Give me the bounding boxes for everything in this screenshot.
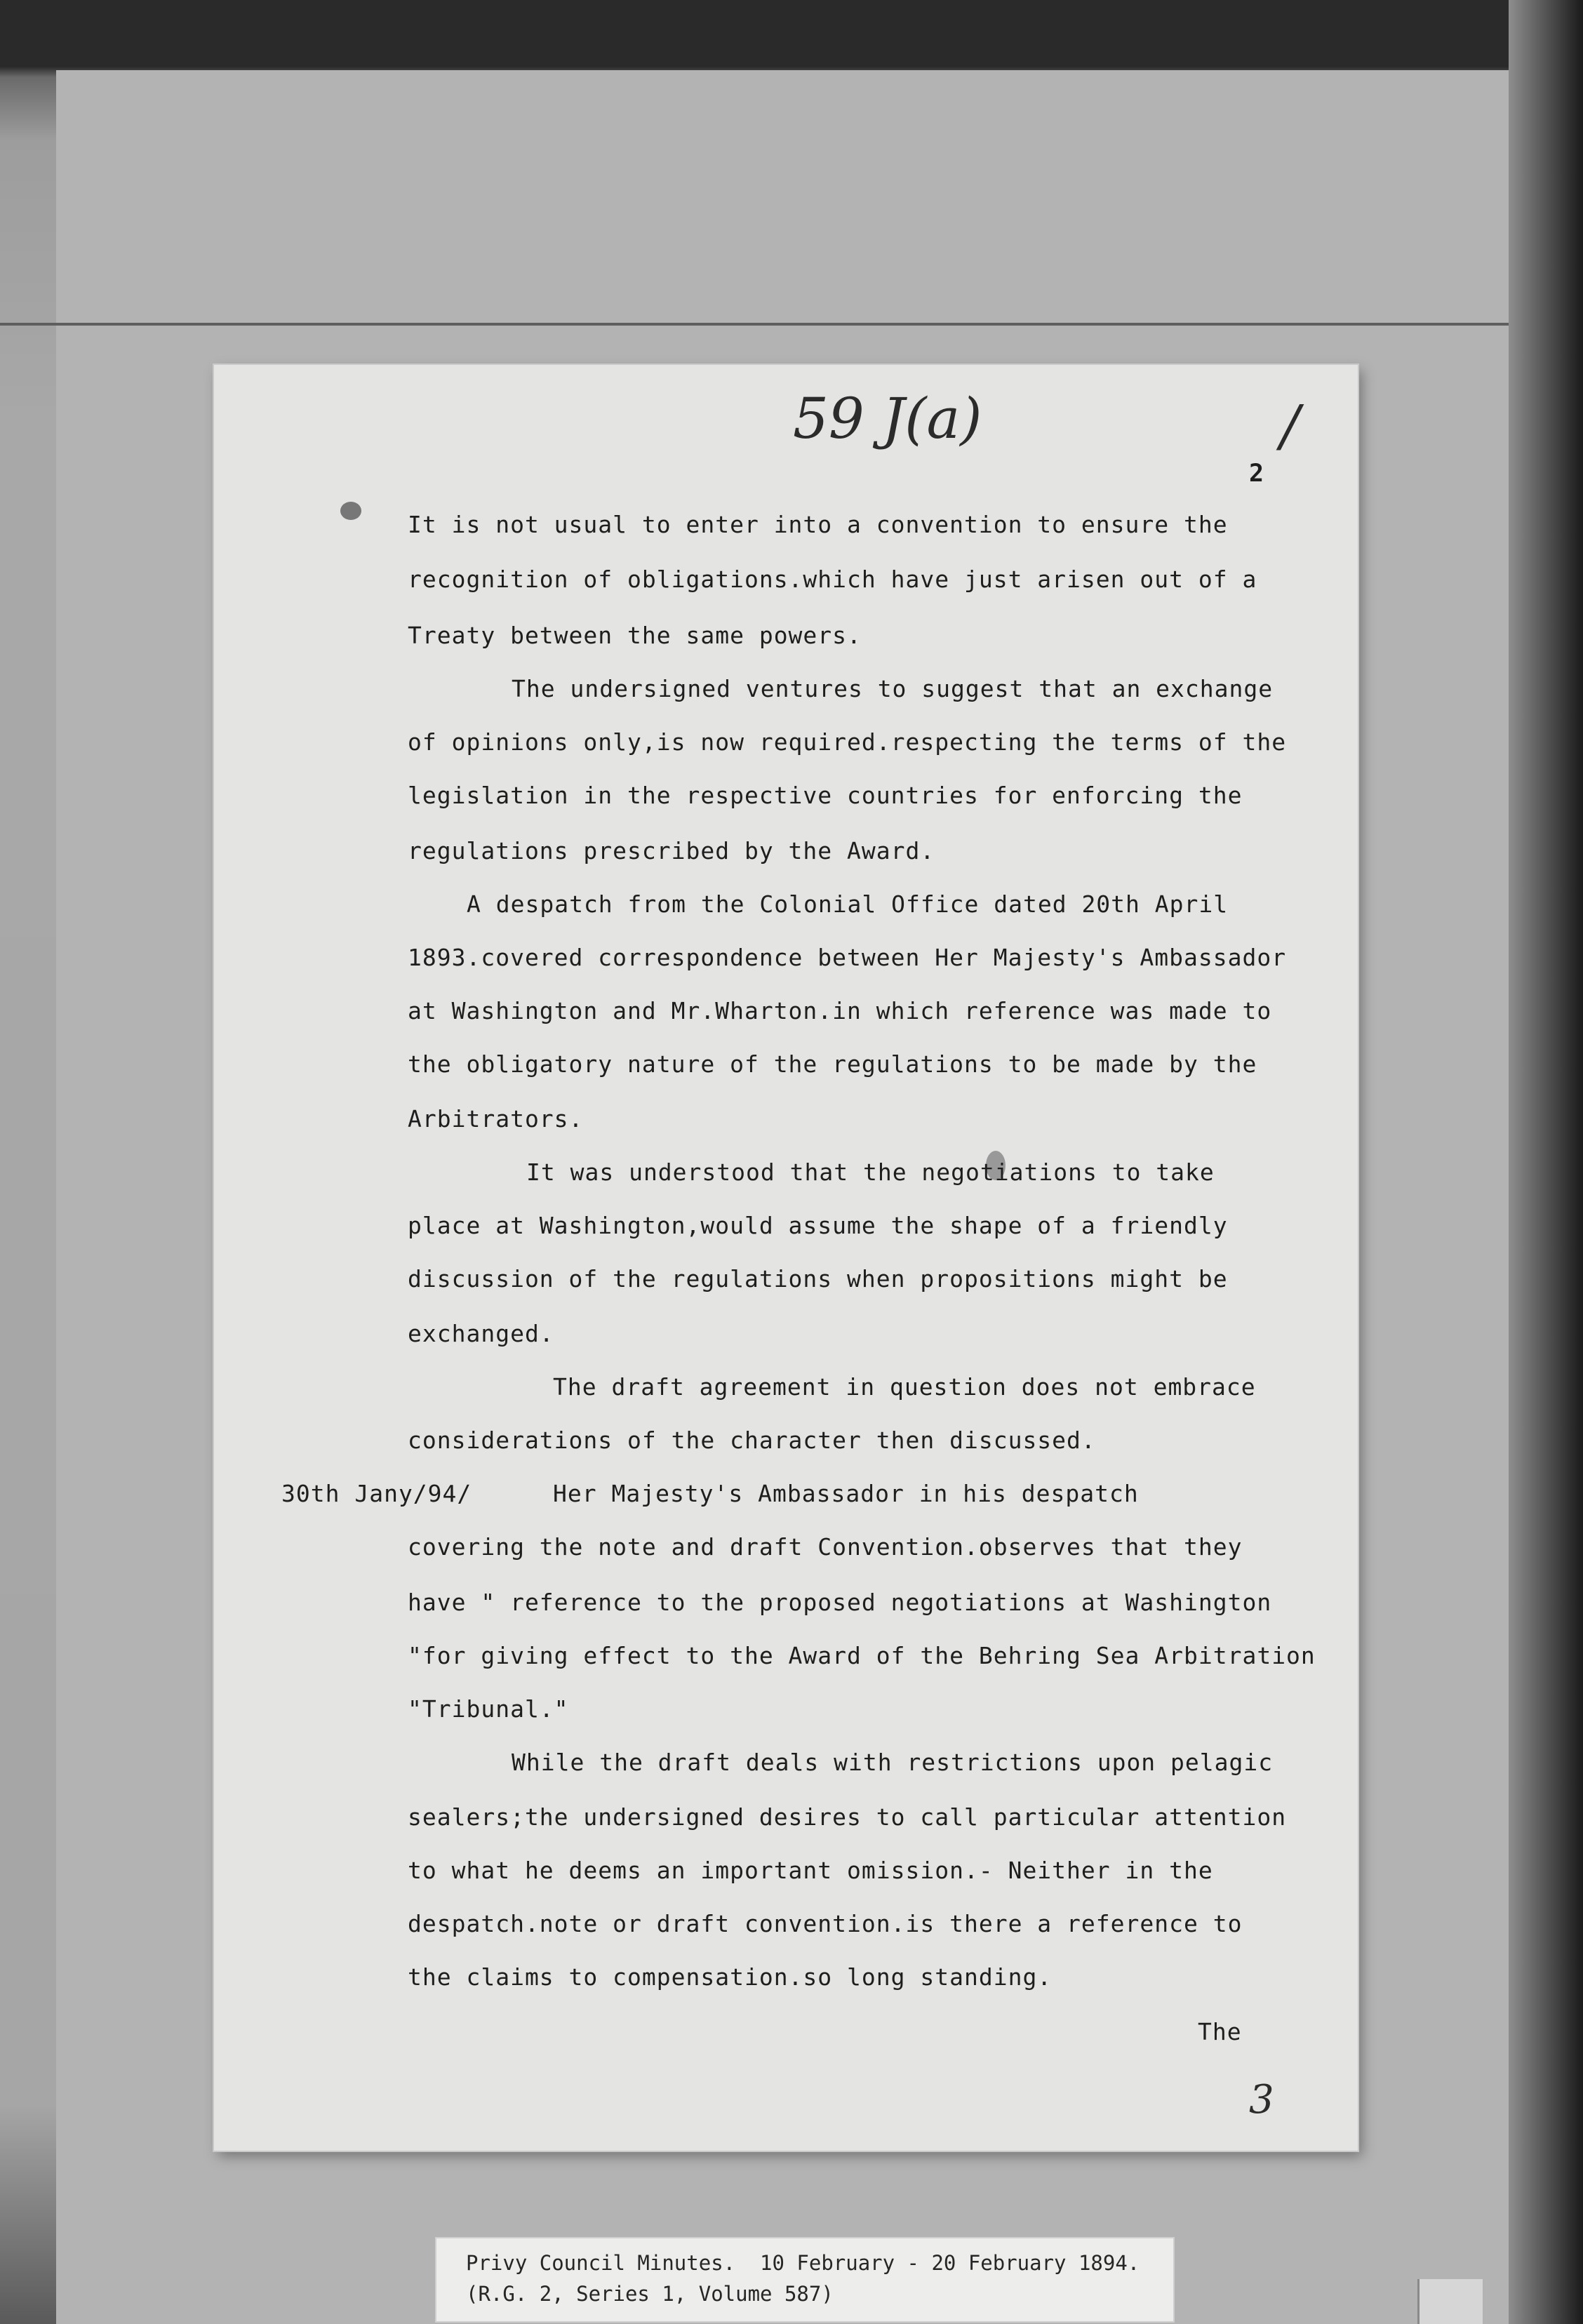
text-line: of opinions only,is now required.respecting the terms of the [408,728,1287,756]
caption-line-2: (R.G. 2, Series 1, Volume 587) [466,2282,834,2306]
text-line: place at Washington,would assume the shape of a friendly [408,1212,1228,1239]
film-scanline [0,323,1583,326]
film-edge [1509,0,1583,2324]
text-line: 1893.covered correspondence between Her Majesty's Ambassador [408,944,1287,971]
text-line: regulations prescribed by the Award. [408,837,935,864]
archive-caption [435,2237,1175,2323]
text-line: legislation in the respective countries for enforcing the [408,782,1243,809]
caption-line-1: Privy Council Minutes. 10 February - 20 February 1894. [466,2251,1140,2275]
text-line: "Tribunal." [408,1695,569,1723]
text-line: at Washington and Mr.Wharton.in which reference was made to [408,997,1272,1024]
text-line: The undersigned ventures to suggest that an exchange [512,675,1274,702]
text-line: It was understood that the negotiations to take [526,1158,1215,1186]
text-line: the claims to compensation.so long standing. [408,1963,1053,1991]
text-line: "for giving effect to the Award of the Behring Sea Arbitration [408,1642,1316,1669]
film-clip [1417,2279,1483,2324]
text-line: despatch.note or draft convention.is there a reference to [408,1910,1243,1937]
text-line: sealers;the undersigned desires to call particular attention [408,1803,1287,1831]
text-line: It is not usual to enter into a convention to ensure the [408,511,1228,538]
text-line: A despatch from the Colonial Office dated 20th April [467,890,1229,918]
page-number: 2 [1249,460,1265,488]
text-line: The [1198,2018,1242,2045]
ink-blot [340,502,361,520]
corner-mark: / [1281,393,1300,458]
text-line: The draft agreement in question does not embrace [553,1373,1256,1401]
text-line: to what he deems an important omission.- Neither in the [408,1857,1213,1884]
text-line: 30th Jany/94/ [281,1480,472,1507]
text-line: recognition of obligations.which have just arisen out of a [408,566,1257,593]
text-line: Her Majesty's Ambassador in his despatch [553,1480,1139,1507]
text-line: While the draft deals with restrictions upon pelagic [512,1749,1274,1776]
folio-mark: 59 J(a) [793,386,982,451]
text-line: covering the note and draft Convention.observes that they [408,1533,1243,1561]
text-line: have " reference to the proposed negotiations at Washington [408,1589,1272,1616]
text-line: Treaty between the same powers. [408,622,862,649]
text-line: discussion of the regulations when propositions might be [408,1265,1228,1293]
document-sheet [214,365,1358,2151]
text-line: the obligatory nature of the regulations to be made by the [408,1050,1257,1078]
bottom-mark: 3 [1249,2077,1274,2123]
text-line: considerations of the character then discussed. [408,1427,1096,1454]
text-line: Arbitrators. [408,1105,584,1133]
text-line: exchanged. [408,1320,554,1347]
